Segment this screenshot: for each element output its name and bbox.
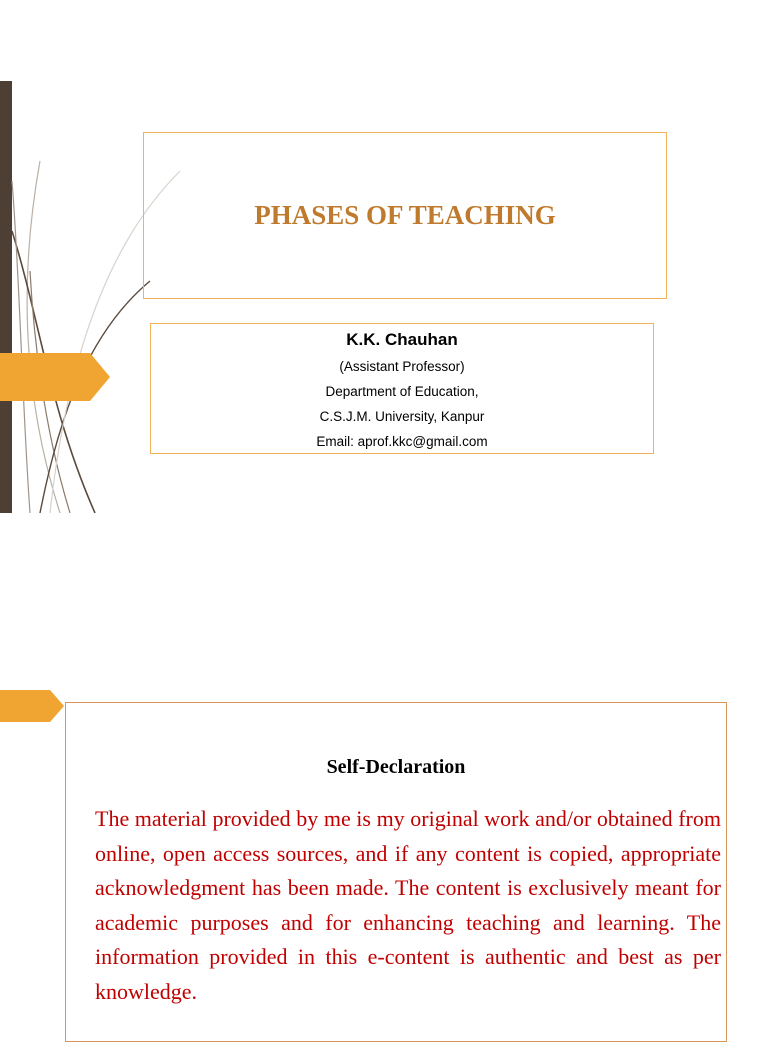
orange-arrow-tab: [0, 353, 110, 401]
author-email: Email: aprof.kkc@gmail.com: [316, 434, 488, 449]
title-box: [143, 132, 667, 299]
declaration-heading: Self-Declaration: [326, 756, 466, 778]
author-designation: (Assistant Professor): [339, 359, 465, 374]
slide-title: PHASES OF TEACHING: [254, 200, 556, 230]
author-department: Department of Education,: [325, 384, 479, 399]
author-info-box: [150, 323, 654, 454]
declaration-body: The material provided by me is my original work and/or obtained from online, open access sources, and if any content is copied, appropriate acknowledgment has been made. The content is exclusively meant for academic purposes and for enhancing teaching and learning. The information provided in this e-content is authentic and best as per knowledge.: [95, 806, 721, 1004]
author-name: K.K. Chauhan: [346, 330, 458, 349]
orange-arrow-tab: [0, 690, 64, 722]
declaration-box: [65, 702, 727, 1042]
author-university: C.S.J.M. University, Kanpur: [319, 409, 485, 424]
title-slide: [0, 81, 768, 513]
self-declaration-slide: [0, 690, 768, 1024]
